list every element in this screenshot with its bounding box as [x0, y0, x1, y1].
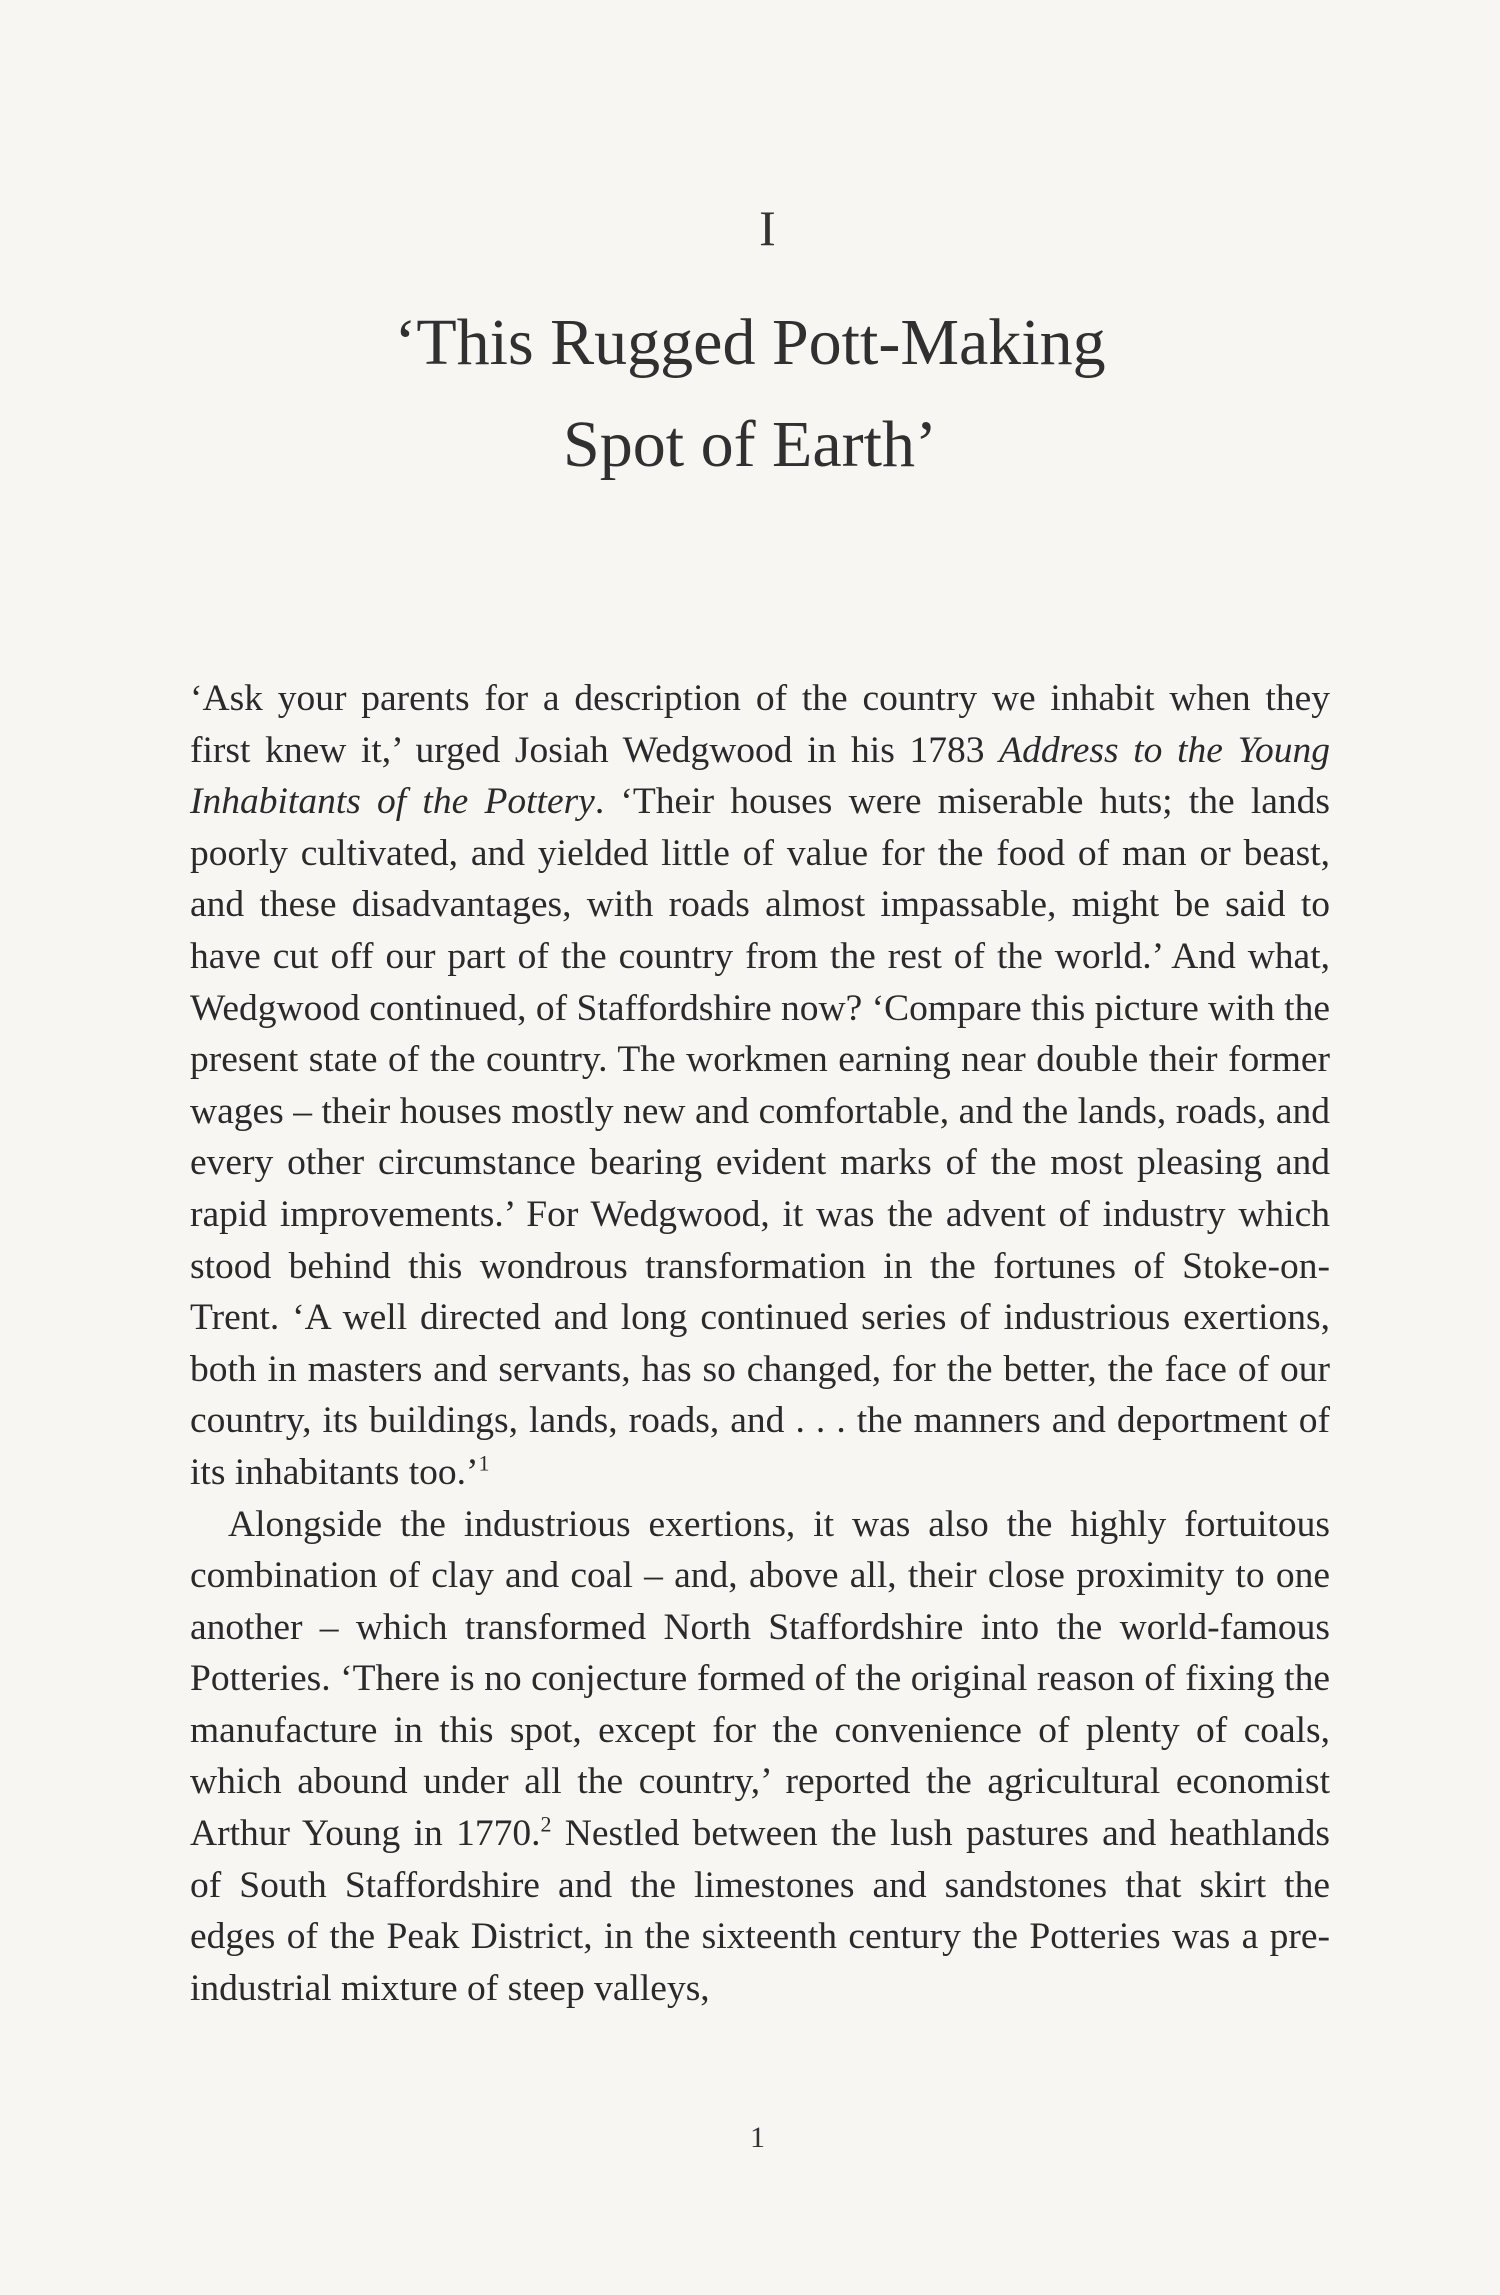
footnote-marker-1[interactable]: 1 [478, 1450, 490, 1476]
chapter-title-line-2: Spot of Earth’ [563, 408, 937, 481]
page-number: 1 [750, 2121, 765, 2154]
chapter-title [0, 292, 1500, 496]
paragraph-1 [190, 673, 1330, 1499]
footnote-marker-2[interactable]: 2 [540, 1811, 552, 1837]
book-title-italic: Address to the Young Inhabitants of the Pottery [190, 729, 1330, 823]
text-run: Alongside the industrious exertions, it was also the highly fortuitous combination of clay and coal – and, above all, their close proximity to one another – which transformed North Staffordshire into the world-famous Potteries. ‘There is no conjecture formed of the original reason of fixing the manufacture in this spot, except for the convenience of plenty of coals, which abound under all the country,’ reported the agricultural economist Arthur Young in 1770. [190, 1503, 1330, 1855]
body-text [190, 673, 1330, 2014]
text-run: ‘Ask your parents for a description of the country we inhabit when they first knew it,’ urged Josiah Wedgwood in his 1783 [190, 678, 1330, 771]
chapter-number: I [759, 200, 776, 256]
text-run: . ‘Their houses were miserable huts; the lands poorly cultivated, and yielded little of value for the food of man or beast, and these disadvantages, with roads almost impassable, might be said to have cut off our part of the country from the rest of the world.’ And what, Wedgwood continued, of Staffordshire now? ‘Compare this picture with the present state of the country. The workmen earning near double their former wages – their houses mostly new and comfortable, and the lands, roads, and every other circumstance bearing evident marks of the most pleasing and rapid improvements.’ For Wedgwood, it was the advent of industry which stood behind this wondrous transformation in the fortunes of Stoke-on-Trent. ‘A well directed and long continued series of industrious exertions, both in masters and servants, has so changed, for the better, the face of our country, its buildings, lands, roads, and . . . the manners and deportment of its inhabitants too.’ [190, 781, 1330, 1493]
chapter-title-line-1: ‘This Rugged Pott-Making [394, 306, 1106, 379]
text-run: Nestled between the lush pastures and heathlands of South Staffordshire and the limestones and sandstones that skirt the edges of the Peak District, in the sixteenth century the Potteries was a pre-industrial mixture of steep valleys, [190, 1813, 1330, 2009]
paragraph-2 [190, 1499, 1330, 2015]
